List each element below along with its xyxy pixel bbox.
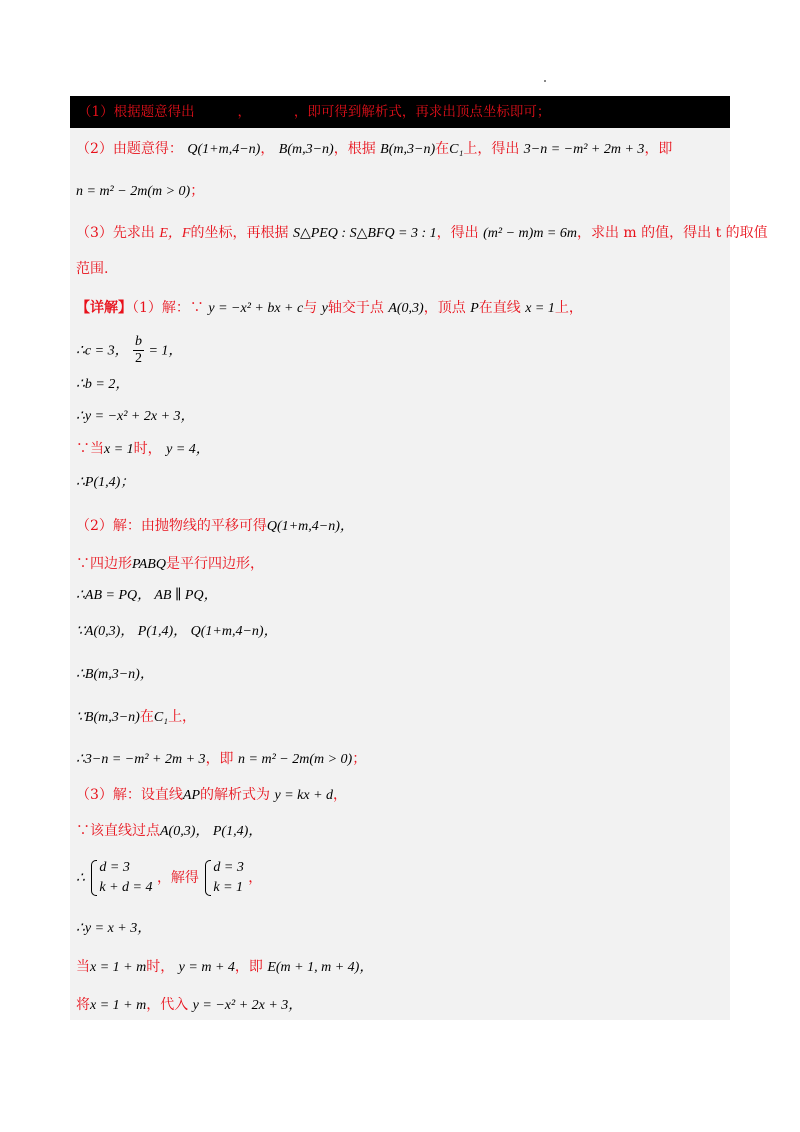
detail-line-12: ∵B(m,3−n)在C₁上， — [76, 709, 197, 725]
detail-line-19: 将x = 1 + m，代入 y = −x² + 2x + 3， — [76, 997, 303, 1013]
analysis-part3-line2: 范围. — [76, 261, 109, 277]
fraction-b-over-2: $\frac{b}{2}$ — [135, 334, 143, 366]
detail-line-13: ∴3−n = −m² + 2m + 3，即 n = m² − 2m(m > 0)； — [76, 751, 367, 767]
detail-line-2: ∴c = 3， $\frac{b}{2}$ = 1， — [76, 334, 183, 366]
detail-line-9: ∴AB = PQ， AB ∥ PQ， — [76, 588, 218, 603]
analysis-part2-line2: n = m² − 2m(m > 0)； — [76, 183, 205, 199]
detail-line-7: （2）解：由抛物线的平移可得Q(1+m,4−n)， — [76, 518, 354, 534]
detail-line-18: 当x = 1 + m时， y = m + 4，即 E(m + 1, m + 4)， — [76, 959, 374, 975]
detail-line-3: ∴b = 2， — [76, 377, 130, 392]
detail-line-11: ∴B(m,3−n)， — [76, 667, 154, 682]
detail-line-16: ∴ d = 3 k + d = 4 ，解得 d = 3 k = 1 ， — [76, 858, 262, 898]
header-bar: （1）根据题意得出 ， ，即可得到解析式，再求出顶点坐标即可； — [70, 96, 730, 128]
detail-line-8: ∵四边形PABQ是平行四边形， — [76, 556, 264, 572]
detail-line-6: ∴P(1,4)； — [76, 475, 135, 490]
detail-line-15: ∵该直线过点A(0,3)， P(1,4)， — [76, 823, 263, 839]
scan-dot — [544, 80, 546, 82]
analysis-part2-line1: （2）由题意得： Q(1+m,4−n)， B(m,3−n)，根据 B(m,3−n)在C₁上，得出 3−n = −m² + 2m + 3，即 — [76, 141, 673, 157]
detail-line-4: ∴y = −x² + 2x + 3， — [76, 409, 195, 424]
detail-line-1: 【详解】（1）解：∵ y = −x² + bx + c与 y轴交于点 A(0,3)，顶点 P在直线 x = 1上， — [76, 300, 583, 316]
detail-line-10: ∵A(0,3)， P(1,4)， Q(1+m,4−n)， — [76, 624, 278, 639]
analysis-part3-line1: （3）先求出 E，F的坐标，再根据 S△PEQ : S△BFQ = 3 : 1，得出 (m² − m)m = 6m，求出 m 的值，得出 t 的取值 — [76, 225, 768, 241]
detail-line-5: ∵当x = 1时， y = 4， — [76, 441, 210, 457]
detail-line-14: （3）解：设直线AP的解析式为 y = kx + d， — [76, 787, 348, 803]
equation-solution: d = 3 k = 1 — [203, 858, 243, 898]
equation-system: d = 3 k + d = 4 — [89, 858, 152, 898]
detail-line-17: ∴y = x + 3， — [76, 921, 152, 936]
